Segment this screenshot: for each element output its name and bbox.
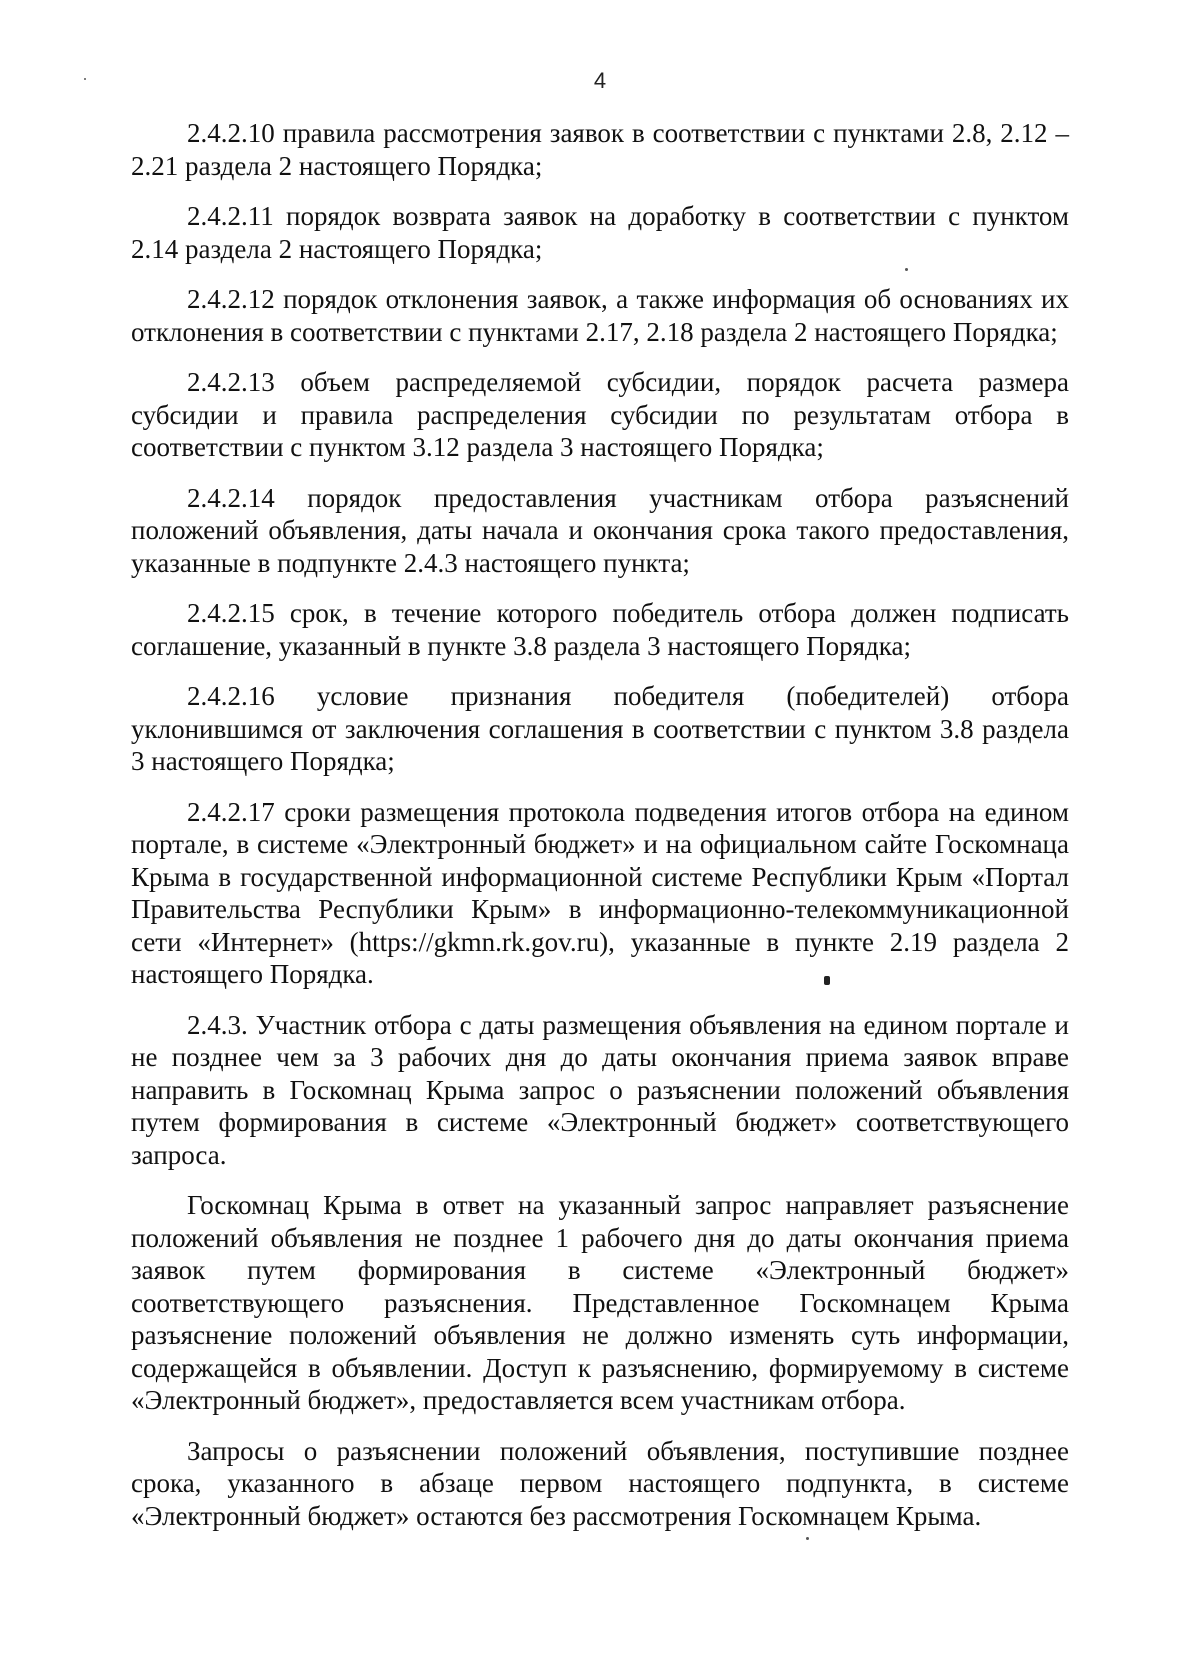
scan-speck: [905, 268, 908, 271]
paragraph-2-4-2-11: 2.4.2.11 порядок возврата заявок на доработку в соответствии с пунктом 2.14 раздела 2 настоящего Порядка;: [131, 201, 1069, 264]
paragraph-2-4-2-13: 2.4.2.13 объем распределяемой субсидии, порядок расчета размера субсидии и правила распределения субсидии по результатам отбора в соответствии с пунктом 3.12 раздела 3 настоящего Порядка;: [131, 367, 1069, 462]
paragraph-2-4-2-16: 2.4.2.16 условие признания победителя (победителей) отбора уклонившимся от заключения соглашения в соответствии с пунктом 3.8 раздела 3 настоящего Порядка;: [131, 681, 1069, 776]
paragraph-2-4-2-15: 2.4.2.15 срок, в течение которого победитель отбора должен подписать соглашение, указанный в пункте 3.8 раздела 3 настоящего Порядка;: [131, 598, 1069, 661]
paragraph-2-4-2-12: 2.4.2.12 порядок отклонения заявок, а также информация об основаниях их отклонения в соответствии с пунктами 2.17, 2.18 раздела 2 настоящего Порядка;: [131, 284, 1069, 347]
paragraph-2-4-2-10: 2.4.2.10 правила рассмотрения заявок в соответствии с пунктами 2.8, 2.12 – 2.21 раздела 2 настоящего Порядка;: [131, 118, 1069, 181]
paragraph-2-4-2-14: 2.4.2.14 порядок предоставления участникам отбора разъяснений положений объявления, даты начала и окончания срока такого предоставления, указанные в подпункте 2.4.3 настоящего пункта;: [131, 482, 1069, 578]
paragraph-2-4-3: 2.4.3. Участник отбора с даты размещения объявления на едином портале и не позднее чем за 3 рабочих дня до даты окончания приема заявок вправе направить в Госкомнац Крыма запрос о разъяснении положений объявления путем формирования в системе «Электронный бюджет» соответствующего запроса.: [131, 1009, 1069, 1170]
scan-speck: [806, 1537, 809, 1540]
scan-speck: [824, 976, 830, 985]
paragraph-2-4-2-17: 2.4.2.17 сроки размещения протокола подведения итогов отбора на едином портале, в системе «Электронный бюджет» и на официальном сайте Госкомнаца Крыма в государственной информационной системе Республики Крым «Портал Правительства Республики Крым» в информационно-телекоммуникационной сети «Интернет» (https://gkmn.rk.gov.ru), указанные в пункте 2.19 раздела 2 настоящего Порядка.: [131, 796, 1069, 989]
page-number: 4: [593, 68, 607, 93]
scan-speck: [84, 78, 86, 80]
document-body: [131, 117, 1069, 1550]
paragraph-response: Госкомнац Крыма в ответ на указанный запрос направляет разъяснение положений объявления не позднее 1 рабочего дня до даты окончания приема заявок путем формирования в системе «Электронный бюджет» соответствующего разъяснения. Представленное Госкомнацем Крыма разъяснение положений объявления не должно изменять суть информации, содержащейся в объявлении. Доступ к разъяснению, формируемому в системе «Электронный бюджет», предоставляется всем участникам отбора.: [131, 1190, 1069, 1415]
paragraph-late-requests: Запросы о разъяснении положений объявления, поступившие позднее срока, указанного в абзаце первом настоящего подпункта, в системе «Электронный бюджет» остаются без рассмотрения Госкомнацем Крыма.: [131, 1435, 1069, 1531]
